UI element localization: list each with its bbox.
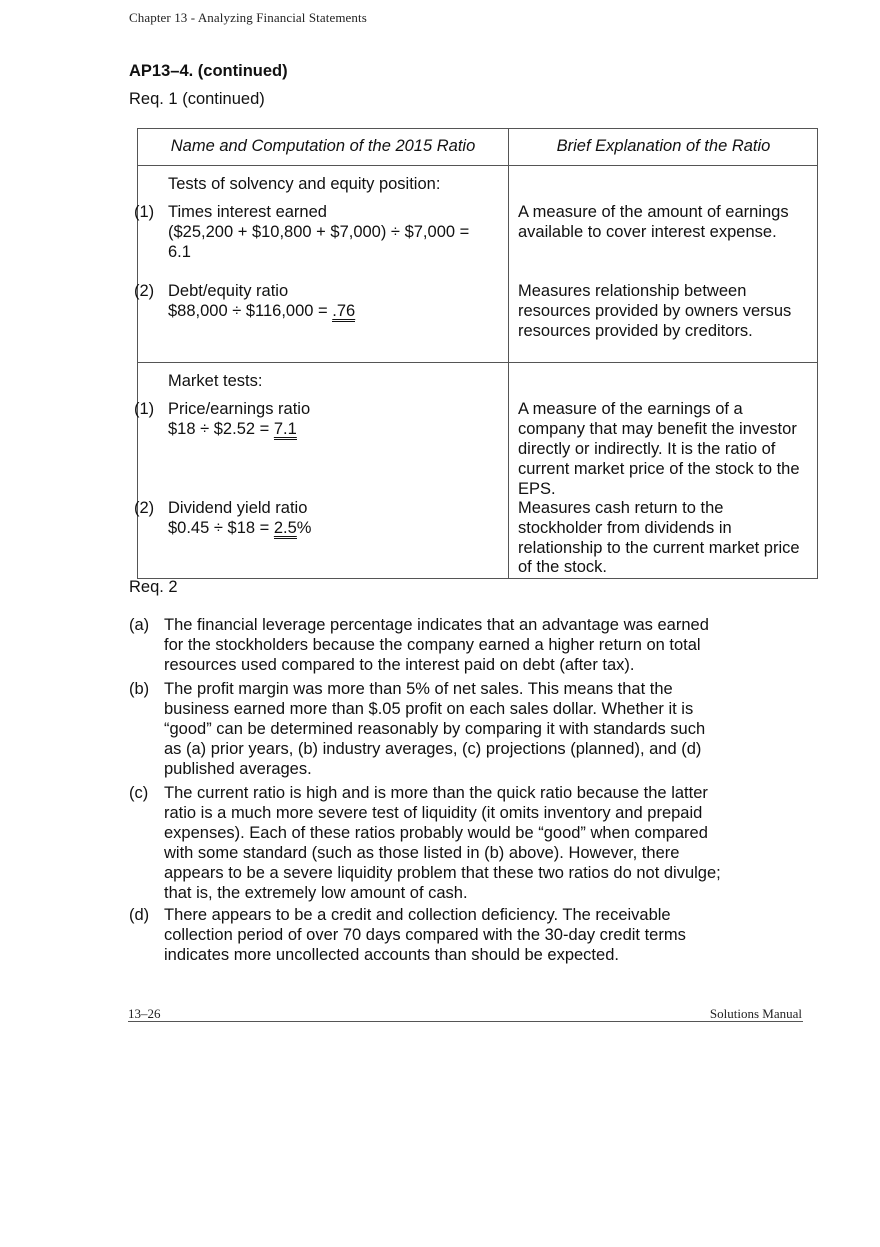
answer-line: with some standard (such as those listed in (b) above). However, there	[164, 844, 680, 862]
table-border-right	[817, 128, 818, 579]
ratio-name-dividend-yield: Dividend yield ratio	[168, 499, 308, 517]
ratio-explanation-line: stockholder from dividends in	[518, 519, 732, 537]
answer-line: that is, the extremely low amount of cash.	[164, 884, 468, 902]
ratio-explanation-line: relationship to the current market price	[518, 539, 800, 557]
page-number: 13–26	[128, 1006, 161, 1021]
item-number: (1)	[134, 203, 155, 221]
answer-line: ratio is a much more severe test of liquidity (it omits inventory and prepaid	[164, 804, 703, 822]
answer-line: resources used compared to the interest paid on debt (after tax).	[164, 656, 635, 674]
ratio-name-debt-equity: Debt/equity ratio	[168, 282, 289, 300]
item-letter: (d)	[129, 906, 150, 924]
ratio-computation: ($25,200 + $10,800 + $7,000) ÷ $7,000 =	[168, 223, 470, 241]
item-letter: (a)	[129, 616, 150, 634]
item-number: (2)	[134, 282, 155, 300]
answer-line: The current ratio is high and is more than the quick ratio because the latter	[164, 784, 708, 802]
answer-line: expenses). Each of these ratios probably would be “good” when compared	[164, 824, 708, 842]
ratio-explanation-line: current market price of the stock to the	[518, 460, 800, 478]
answer-line: The financial leverage percentage indicates that an advantage was earned	[164, 616, 709, 634]
ratio-name-times-interest-earned: Times interest earned	[168, 203, 327, 221]
footer-rule	[128, 1021, 803, 1022]
ratio-explanation-line: resources provided by creditors.	[518, 322, 753, 340]
answer-line: business earned more than $.05 profit on each sales dollar. Whether it is	[164, 700, 694, 718]
table-border-section-divider	[137, 362, 818, 363]
section-title-solvency: Tests of solvency and equity position:	[168, 175, 441, 193]
section-title-market: Market tests:	[168, 372, 263, 390]
problem-title: AP13–4. (continued)	[129, 62, 288, 80]
table-border-header-bottom	[137, 165, 818, 166]
book-title: Solutions Manual	[709, 1006, 802, 1021]
ratio-explanation-line: Measures relationship between	[518, 282, 747, 300]
ratio-explanation-line: of the stock.	[518, 558, 607, 576]
answer-line: collection period of over 70 days compared with the 30-day credit terms	[164, 926, 686, 944]
ratio-explanation-line: EPS.	[518, 480, 556, 498]
ratio-explanation-line: A measure of the earnings of a	[518, 400, 743, 418]
answer-line: as (a) prior years, (b) industry averages, (c) projections (planned), and (d)	[164, 740, 702, 758]
answer-line: for the stockholders because the company earned a higher return on total	[164, 636, 701, 654]
ratio-table	[134, 128, 818, 580]
answer-line: indicates more uncollected accounts than should be expected.	[164, 946, 619, 964]
ratio-explanation-line: company that may benefit the investor	[518, 420, 797, 438]
answer-line: There appears to be a credit and collection deficiency. The receivable	[164, 906, 671, 924]
answer-line: appears to be a severe liquidity problem that these two ratios do not divulge;	[164, 864, 721, 882]
answer-line: The profit margin was more than 5% of net sales. This means that the	[164, 680, 673, 698]
ratio-result: .76	[332, 302, 356, 320]
answer-line: “good” can be determined reasonably by comparing it with standards such	[164, 720, 706, 738]
ratio-explanation-line: available to cover interest expense.	[518, 223, 777, 241]
item-number: (2)	[134, 499, 155, 517]
running-header: Chapter 13 - Analyzing Financial Statements	[129, 10, 367, 25]
ratio-result: 2.5	[273, 519, 297, 537]
ratio-explanation-line: Measures cash return to the	[518, 499, 724, 517]
table-header-explanation: Brief Explanation of the Ratio	[556, 137, 771, 155]
ratio-explanation-line: directly or indirectly. It is the ratio of	[518, 440, 776, 458]
req1-label: Req. 1 (continued)	[129, 90, 265, 108]
ratio-name-price-earnings: Price/earnings ratio	[168, 400, 311, 418]
ratio-computation: $18 ÷ $2.52 = 7.1	[168, 420, 297, 438]
ratio-computation: $88,000 ÷ $116,000 = .76	[168, 302, 356, 320]
ratio-explanation-line: resources provided by owners versus	[518, 302, 792, 320]
req2-label: Req. 2	[129, 578, 178, 596]
ratio-computation: $0.45 ÷ $18 = 2.5%	[168, 519, 312, 537]
ratio-result: 6.1	[168, 243, 191, 261]
answer-line: published averages.	[164, 760, 312, 778]
table-header-computation: Name and Computation of the 2015 Ratio	[170, 137, 476, 155]
table-border-bottom	[137, 578, 818, 579]
ratio-explanation-line: A measure of the amount of earnings	[518, 203, 789, 221]
item-number: (1)	[134, 400, 155, 418]
item-letter: (b)	[129, 680, 150, 698]
table-border-middle	[508, 128, 509, 579]
item-letter: (c)	[129, 784, 149, 802]
ratio-result: 7.1	[273, 420, 297, 438]
